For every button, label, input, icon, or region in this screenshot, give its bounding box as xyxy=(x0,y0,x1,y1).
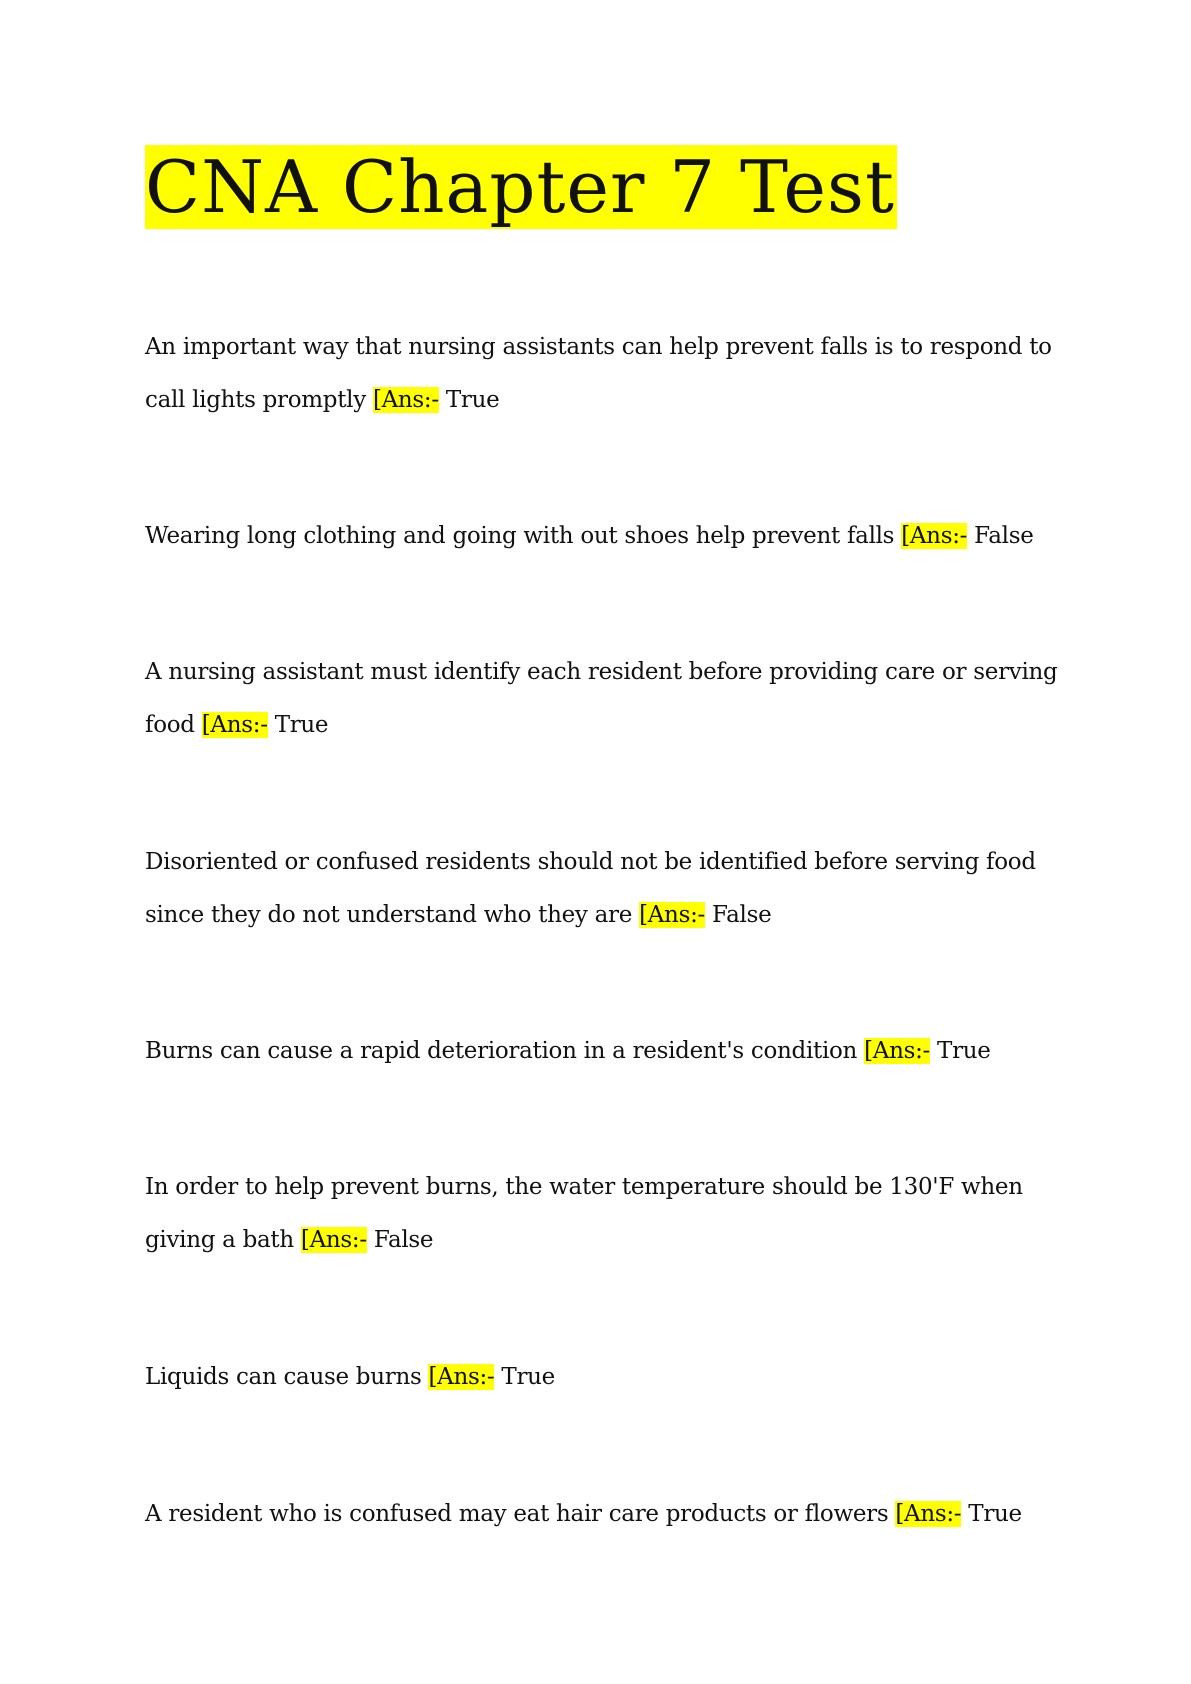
answer-text: True xyxy=(937,1038,991,1064)
answer-tag: [Ans:- xyxy=(201,712,268,738)
question-text: In order to help prevent burns, the water temperature should be 130'F when giving a bath xyxy=(145,1174,1023,1253)
answer-tag: [Ans:- xyxy=(300,1227,367,1253)
answer-text: True xyxy=(445,387,500,413)
question-text: An important way that nursing assistants can help prevent falls is to respond to call lights promptly xyxy=(145,334,1052,413)
answer-text: False xyxy=(974,523,1034,549)
qa-item-3 xyxy=(145,646,1065,752)
title-highlight: CNA Chapter 7 Test xyxy=(145,145,895,229)
answer-tag: [Ans:- xyxy=(895,1501,962,1527)
document-title xyxy=(145,143,897,231)
qa-item-7 xyxy=(145,1351,1065,1404)
qa-item-8 xyxy=(145,1488,1065,1541)
question-text: A resident who is confused may eat hair care products or flowers xyxy=(145,1501,889,1527)
question-text: Liquids can cause burns xyxy=(145,1364,422,1390)
answer-tag: [Ans:- xyxy=(901,523,968,549)
answer-tag: [Ans:- xyxy=(864,1038,931,1064)
answer-text: True xyxy=(501,1364,555,1390)
answer-text: False xyxy=(712,902,772,928)
qa-item-6 xyxy=(145,1161,1065,1267)
answer-tag: [Ans:- xyxy=(428,1364,495,1390)
answer-text: True xyxy=(274,712,329,738)
qa-item-1 xyxy=(145,321,1065,427)
question-text: Disoriented or confused residents should not be identified before serving food since they do not understand who they are xyxy=(145,849,1036,928)
answer-text: True xyxy=(968,1501,1022,1527)
question-text: Wearing long clothing and going with out shoes help prevent falls xyxy=(145,523,895,549)
answer-tag: [Ans:- xyxy=(639,902,705,928)
question-text: A nursing assistant must identify each resident before providing care or serving food xyxy=(145,659,1058,738)
question-text: Burns can cause a rapid deterioration in a resident's condition xyxy=(145,1038,858,1064)
answer-text: False xyxy=(373,1227,434,1253)
qa-item-5 xyxy=(145,1025,1065,1078)
qa-item-2 xyxy=(145,510,1065,563)
qa-item-4 xyxy=(145,836,1065,942)
answer-tag: [Ans:- xyxy=(372,387,439,413)
